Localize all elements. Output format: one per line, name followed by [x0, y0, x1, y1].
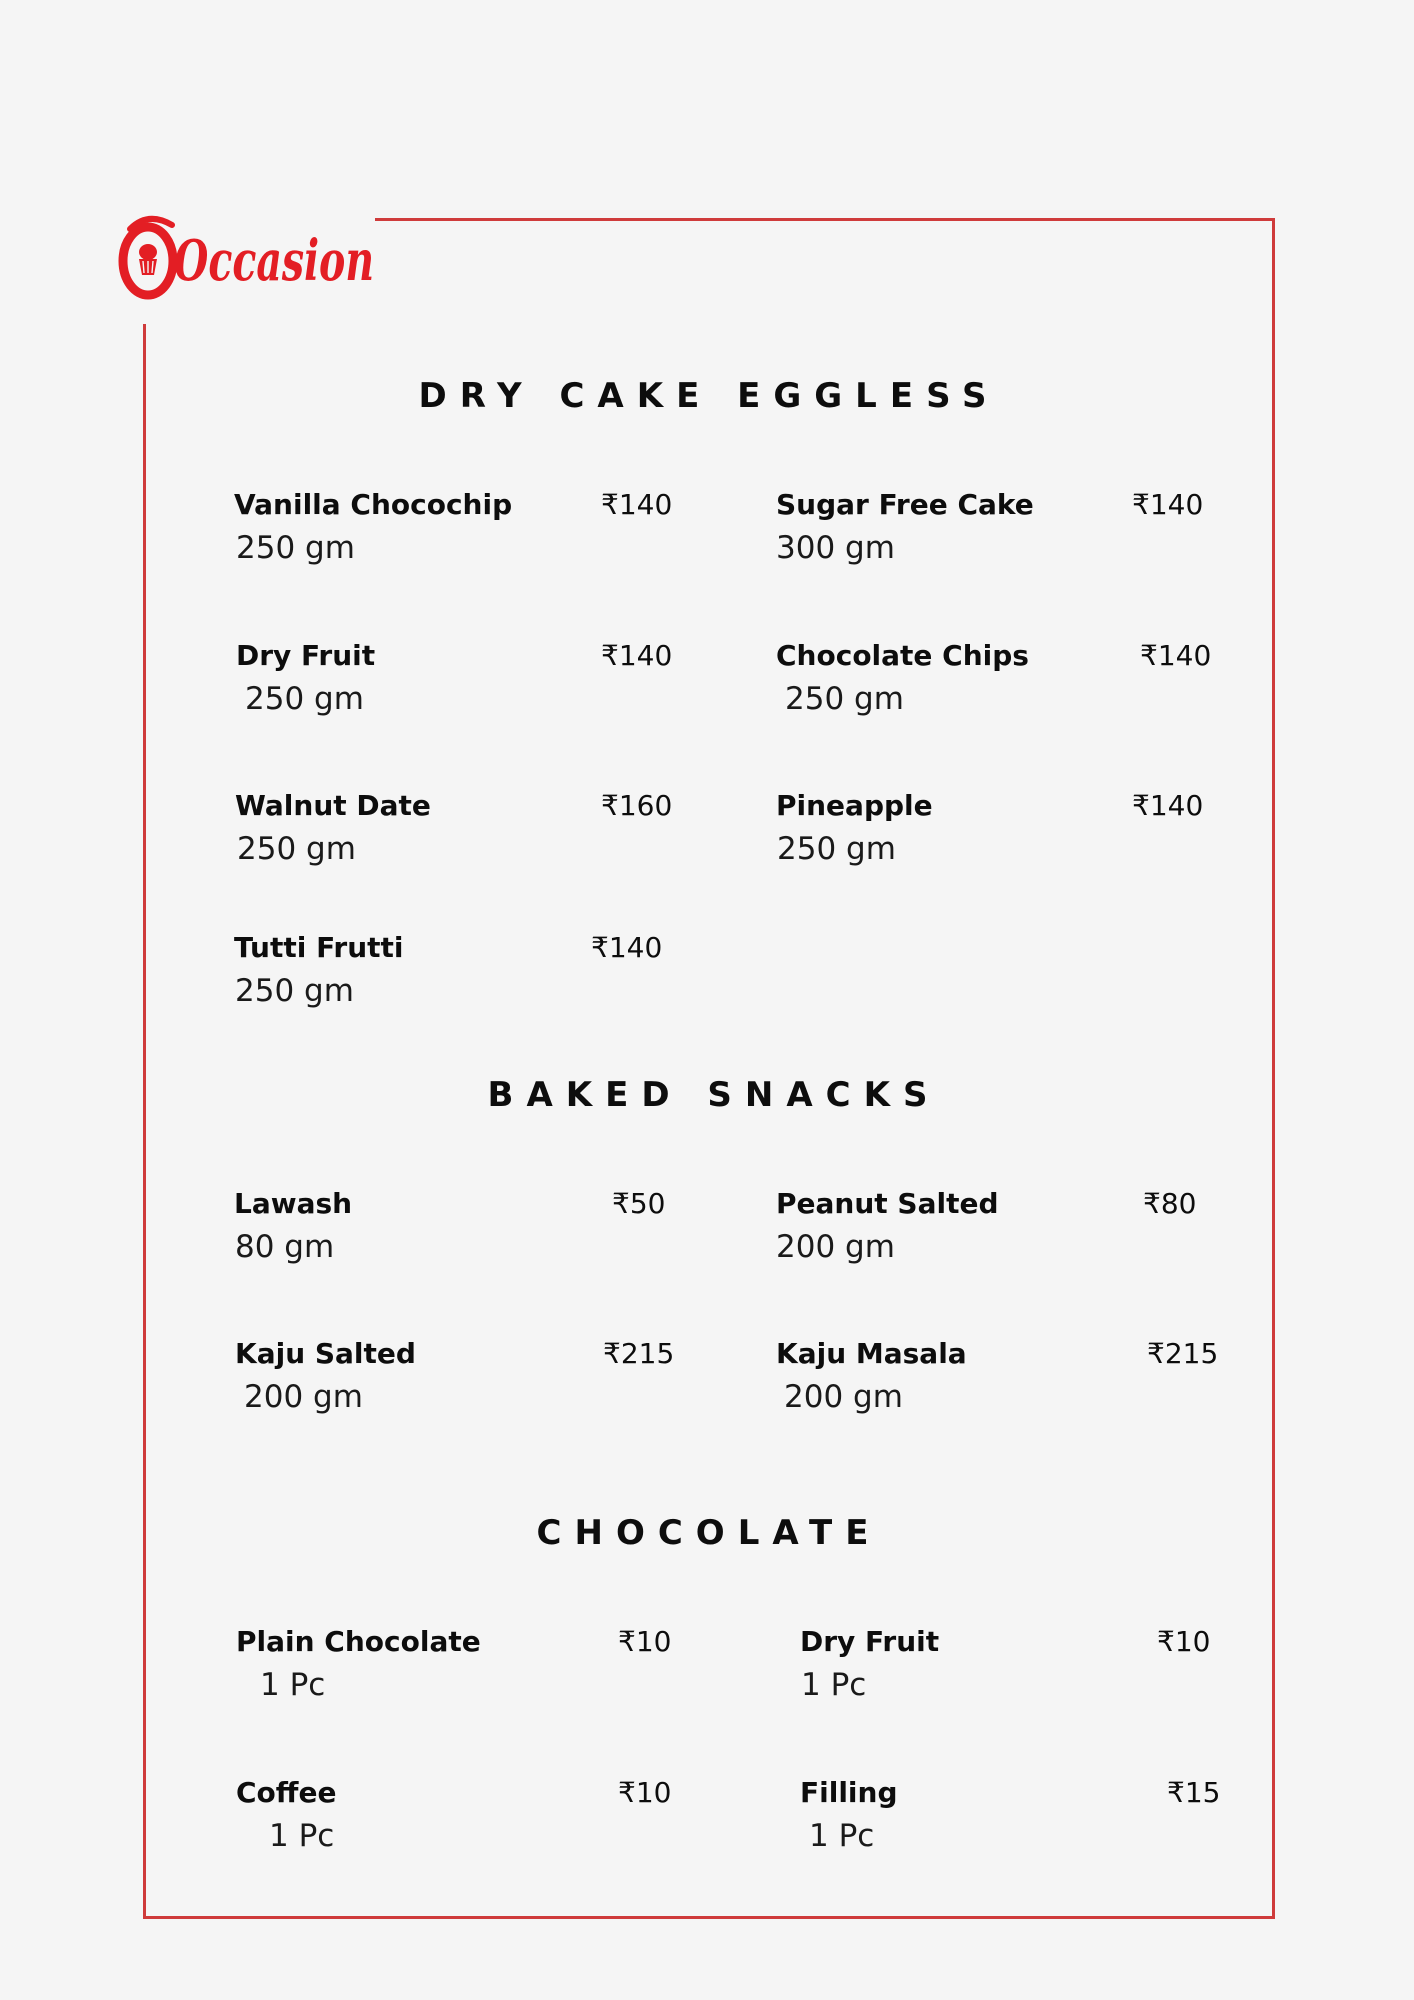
item-name: Vanilla Chocochip	[234, 488, 513, 521]
item-quantity: 80 gm	[235, 1229, 335, 1265]
item-name: Peanut Salted	[776, 1187, 999, 1220]
section-title-baked-snacks: BAKED SNACKS	[487, 1075, 941, 1115]
item-name: Plain Chocolate	[236, 1625, 481, 1658]
item-quantity: 250 gm	[236, 530, 355, 566]
menu-frame	[143, 218, 1275, 1919]
item-name: Walnut Date	[235, 789, 431, 822]
item-price: ₹10	[618, 1625, 672, 1658]
item-quantity: 250 gm	[237, 831, 356, 867]
item-name: Coffee	[236, 1776, 337, 1809]
section-title-dry-cake: DRY CAKE EGGLESS	[418, 376, 1000, 416]
item-price: ₹215	[1147, 1337, 1219, 1370]
item-price: ₹80	[1143, 1187, 1197, 1220]
item-name: Kaju Masala	[776, 1337, 967, 1370]
item-name: Filling	[800, 1776, 898, 1809]
item-price: ₹160	[601, 789, 673, 822]
item-quantity: 1 Pc	[809, 1818, 875, 1854]
item-name: Chocolate Chips	[776, 639, 1029, 672]
item-name: Sugar Free Cake	[776, 488, 1034, 521]
item-price: ₹140	[591, 931, 663, 964]
item-price: ₹15	[1167, 1776, 1221, 1809]
item-quantity: 250 gm	[785, 681, 904, 717]
brand-logo	[110, 205, 385, 305]
item-quantity: 250 gm	[235, 973, 354, 1009]
item-name: Lawash	[234, 1187, 353, 1220]
item-price: ₹10	[1157, 1625, 1211, 1658]
item-quantity: 200 gm	[244, 1379, 363, 1415]
item-name: Tutti Frutti	[234, 931, 404, 964]
item-price: ₹10	[618, 1776, 672, 1809]
section-title-chocolate: CHOCOLATE	[536, 1513, 882, 1553]
item-price: ₹140	[1132, 488, 1204, 521]
item-price: ₹215	[603, 1337, 675, 1370]
item-name: Pineapple	[776, 789, 933, 822]
item-price: ₹140	[1132, 789, 1204, 822]
item-name: Dry Fruit	[236, 639, 376, 672]
item-price: ₹50	[612, 1187, 666, 1220]
item-quantity: 1 Pc	[269, 1818, 335, 1854]
item-quantity: 1 Pc	[260, 1667, 326, 1703]
item-quantity: 300 gm	[776, 530, 895, 566]
item-price: ₹140	[601, 639, 673, 672]
brand-wordmark: Occasion	[174, 228, 374, 294]
item-quantity: 250 gm	[245, 681, 364, 717]
item-quantity: 200 gm	[776, 1229, 895, 1265]
item-name: Kaju Salted	[235, 1337, 416, 1370]
item-quantity: 200 gm	[784, 1379, 903, 1415]
item-quantity: 1 Pc	[801, 1667, 867, 1703]
cupcake-icon	[139, 244, 157, 275]
item-price: ₹140	[1140, 639, 1212, 672]
item-quantity: 250 gm	[777, 831, 896, 867]
item-price: ₹140	[601, 488, 673, 521]
item-name: Dry Fruit	[800, 1625, 940, 1658]
